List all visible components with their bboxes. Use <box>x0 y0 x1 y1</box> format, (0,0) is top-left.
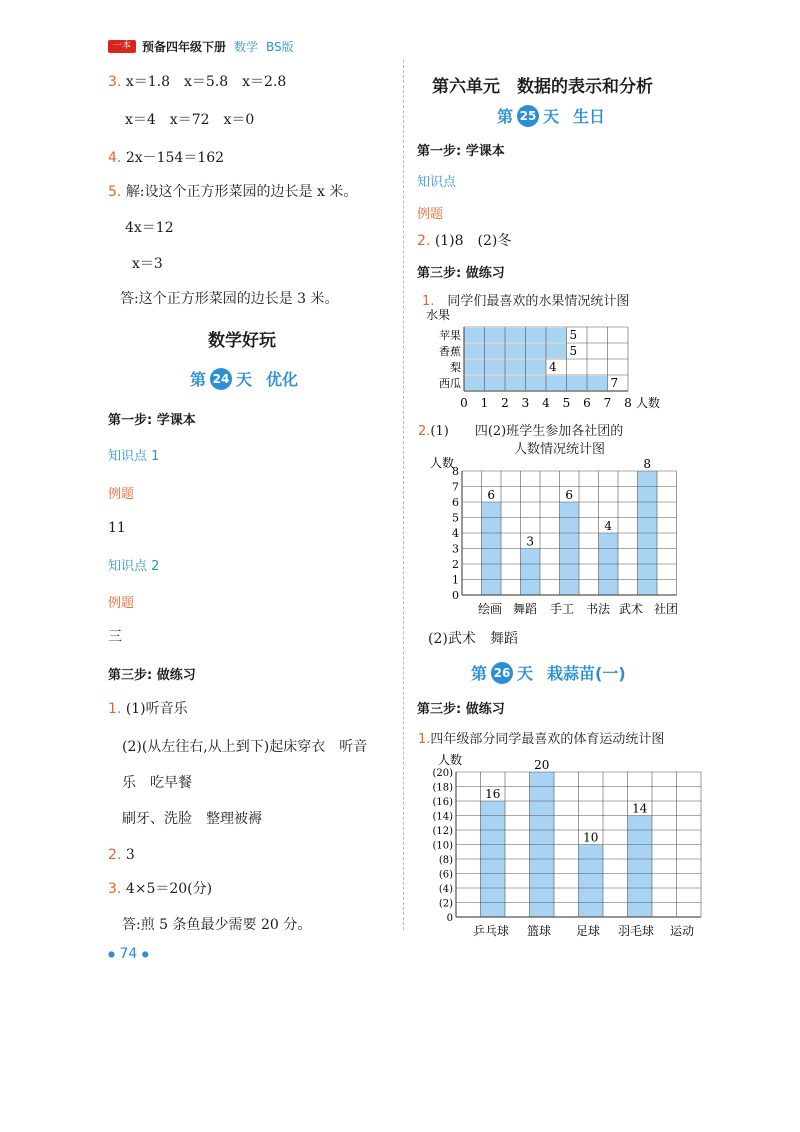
subject-label: 数学 <box>234 40 259 54</box>
category-label: 香蕉 <box>439 345 461 358</box>
day-number-badge: 25 <box>517 105 539 127</box>
category-label: 篮球 <box>526 924 552 938</box>
bar-舞蹈 <box>521 549 541 596</box>
club-chart <box>420 453 695 621</box>
example-2-answer: 三 <box>108 629 122 645</box>
fruit-chart <box>420 305 710 410</box>
day-number-badge: 24 <box>210 368 232 390</box>
chart2-ylabel: 人数 <box>430 456 455 470</box>
knowledge-point-1: 知识点 1 <box>108 449 160 464</box>
answer-q5-line3: x＝3 <box>132 256 163 272</box>
tick-label: (20) <box>432 768 453 779</box>
data-label: 5 <box>569 328 578 342</box>
chart3-ylabel: 人数 <box>438 753 463 767</box>
category-label: 西瓜 <box>439 377 461 390</box>
practice-2: 2. 3 <box>108 847 135 863</box>
tick-label: 6 <box>452 496 459 509</box>
bar-香蕉 <box>464 344 567 358</box>
data-label: 4 <box>549 360 557 374</box>
sport-chart <box>420 750 710 940</box>
unit-title: 第六单元 数据的表示和分析 <box>432 77 653 97</box>
chart1-caption: 1. 同学们最喜欢的水果情况统计图 <box>422 294 630 309</box>
tick-label: 3 <box>521 396 530 410</box>
knowledge-point-2: 知识点 2 <box>108 559 160 574</box>
tick-label: 1 <box>452 573 459 587</box>
day-26-heading: 第 26 天 栽蒜苗(一) <box>471 661 626 684</box>
tick-label: 5 <box>562 396 571 410</box>
chart1-ylabel: 水果 <box>426 308 451 322</box>
data-label: 16 <box>485 787 501 801</box>
day-24-heading: 第 24 天 优化 <box>190 367 298 390</box>
data-label: 7 <box>610 376 619 390</box>
tick-label: 4 <box>452 527 459 540</box>
data-label: 4 <box>604 519 613 533</box>
category-label: 足球 <box>575 924 601 938</box>
data-label: 8 <box>643 457 652 471</box>
practice-1-line2: (2)(从左往右,从上到下)起床穿衣 听音 <box>122 739 368 755</box>
right-answer-q2: 2. (1)8 (2)冬 <box>417 233 512 249</box>
step1-heading: 第一步: 学课本 <box>108 413 196 428</box>
tick-label: (10) <box>432 840 453 852</box>
tick-label: 0 <box>460 396 468 410</box>
category-label: 乒乓球 <box>472 924 510 938</box>
tick-label: 1 <box>480 396 489 410</box>
example-label-2: 例题 <box>108 596 135 611</box>
tick-label: (16) <box>432 797 453 808</box>
day-25-heading: 第 25 天 生日 <box>497 104 605 127</box>
answer-q4: 4. 2x－154＝162 <box>108 150 225 166</box>
answer-q5-line1: 5. 解:设这个正方形菜园的边长是 x 米。 <box>108 184 358 200</box>
example-label: 例题 <box>417 207 444 222</box>
practice-3-line1: 3. 4×5＝20(分) <box>108 881 213 897</box>
tick-label: (12) <box>432 826 453 837</box>
tick-label: (14) <box>432 811 453 823</box>
data-label: 5 <box>569 344 578 358</box>
data-label: 3 <box>526 534 535 549</box>
tick-label: 2 <box>501 396 509 410</box>
section-title: 数学好玩 <box>208 331 276 351</box>
edition-label: BS版 <box>266 40 294 54</box>
step1-heading-right: 第一步: 学课本 <box>417 144 505 159</box>
category-label: 手工 <box>549 602 575 616</box>
tick-label: 8 <box>624 396 632 410</box>
book-title: 预备四年级下册 <box>142 40 227 54</box>
tick-label: 3 <box>452 542 459 556</box>
tick-label: 4 <box>542 396 550 410</box>
x-axis-label: 人数 <box>636 396 661 410</box>
chart2-caption: 2.(1) 四(2)班学生参加各社团的 <box>418 424 624 439</box>
category-label: 武术 <box>618 602 644 616</box>
answer-q3-line2: x＝4 x＝72 x＝0 <box>125 112 255 128</box>
tick-label: 2 <box>452 558 459 571</box>
chart2-answer: (2)武术 舞蹈 <box>428 631 518 647</box>
data-label: 6 <box>487 488 496 502</box>
tick-label: (8) <box>438 855 453 866</box>
bar-苹果 <box>464 328 567 342</box>
x-axis-label: 运动 <box>669 924 695 938</box>
tick-label: 0 <box>452 589 459 602</box>
category-label: 绘画 <box>477 602 503 616</box>
practice-1-line1: 1. (1)听音乐 <box>108 701 188 717</box>
category-label: 舞蹈 <box>512 602 538 616</box>
knowledge-point: 知识点 <box>417 175 457 190</box>
tick-label: (6) <box>438 869 453 881</box>
category-label: 梨 <box>450 361 461 374</box>
category-label: 羽毛球 <box>617 924 655 938</box>
bar-足球 <box>579 845 604 918</box>
category-label: 苹果 <box>439 329 461 342</box>
tick-label: 7 <box>603 396 612 410</box>
chart3-caption: 1.四年级部分同学最喜欢的体育运动统计图 <box>418 732 665 747</box>
step3-heading: 第三步: 做练习 <box>108 668 196 683</box>
column-divider <box>403 60 404 930</box>
tick-label: (2) <box>438 898 453 910</box>
bar-西瓜 <box>464 376 608 390</box>
answer-q3-line1: 3. x＝1.8 x＝5.8 x＝2.8 <box>108 74 287 90</box>
publisher-logo: 一本 <box>108 40 136 53</box>
page-header <box>108 38 294 55</box>
tick-label: 6 <box>583 396 591 410</box>
tick-label: (4) <box>438 884 453 895</box>
category-label: 书法 <box>585 602 611 616</box>
tick-label: (18) <box>432 782 453 794</box>
bar-羽毛球 <box>628 816 653 918</box>
tick-label: 8 <box>452 465 459 478</box>
step3-heading-day26: 第三步: 做练习 <box>417 702 505 717</box>
data-label: 20 <box>534 758 550 772</box>
tick-label: 5 <box>452 511 459 525</box>
data-label: 10 <box>583 830 599 845</box>
step3-heading-right: 第三步: 做练习 <box>417 266 505 281</box>
example-1-answer: 11 <box>108 520 126 536</box>
data-label: 6 <box>565 488 574 502</box>
tick-label: 0 <box>446 913 453 924</box>
chart2-caption-line2: 人数情况统计图 <box>514 442 606 457</box>
day-number-badge: 26 <box>491 662 513 684</box>
tick-label: 7 <box>452 480 459 494</box>
practice-3-line2: 答:煎 5 条鱼最少需要 20 分。 <box>122 917 312 933</box>
page-number: ● 74 ● <box>108 946 149 962</box>
data-label: 14 <box>632 801 648 816</box>
answer-q5-line4: 答:这个正方形菜园的边长是 3 米。 <box>120 291 339 307</box>
answer-q5-line2: 4x＝12 <box>125 220 174 236</box>
practice-1-line3: 乐 吃早餐 <box>122 775 192 791</box>
example-label-1: 例题 <box>108 487 135 502</box>
x-axis-label: 社团 <box>653 602 679 616</box>
practice-1-line4: 刷牙、洗脸 整理被褥 <box>122 811 262 827</box>
